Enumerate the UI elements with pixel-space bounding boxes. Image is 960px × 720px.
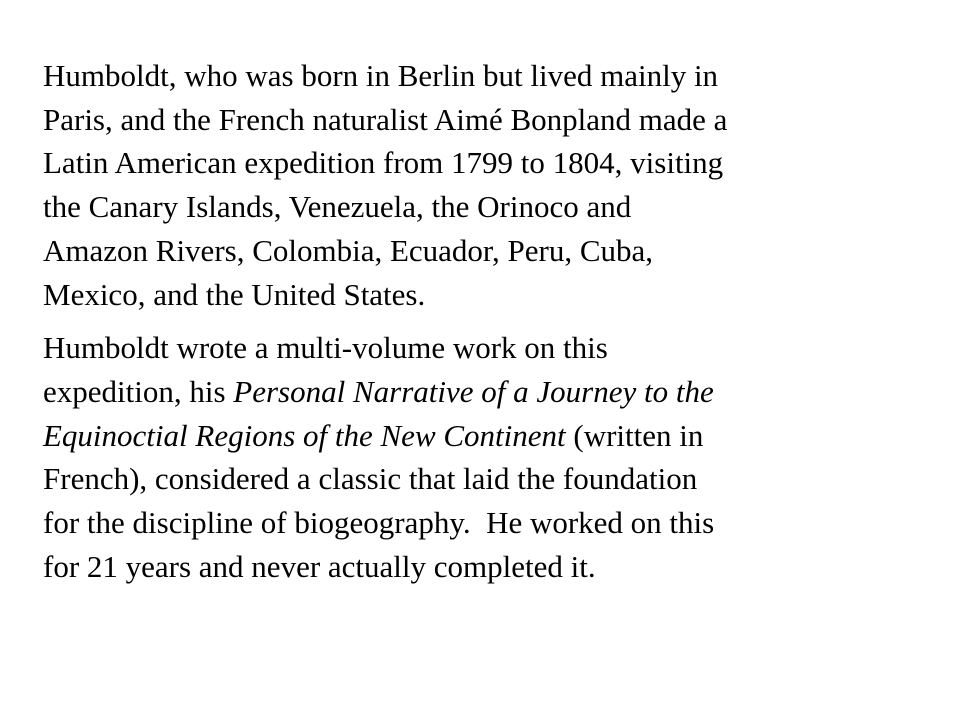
text-line: [43, 141, 923, 185]
text-line: [43, 457, 923, 501]
paragraph-expedition: [43, 54, 923, 316]
text-line: [43, 229, 923, 273]
text-run: Mexico, and the United States.: [43, 276, 426, 312]
text-run: French), considered a classic that laid the foundation: [43, 461, 698, 497]
text-line: [43, 326, 923, 370]
text-line: [43, 273, 923, 317]
text-run: (written in: [565, 417, 704, 453]
text-line: [43, 545, 923, 589]
body-text: [43, 54, 923, 588]
text-run: Latin American expedition from 1799 to 1804, visiting: [43, 145, 724, 181]
text-run: for 21 years and never actually completed it.: [43, 548, 596, 584]
text-line: [43, 501, 923, 545]
paragraph-personal-narrative: [43, 326, 923, 588]
text-run: Humboldt wrote a multi-volume work on this: [43, 330, 608, 366]
text-run: Amazon Rivers, Colombia, Ecuador, Peru, Cuba,: [43, 232, 654, 268]
text-line: [43, 370, 923, 414]
text-run: for the discipline of biogeography. He worked on this: [43, 505, 715, 541]
text-line: [43, 414, 923, 458]
text-line: [43, 185, 923, 229]
text-line: [43, 98, 923, 142]
book-title-italic: Equinoctial Regions of the New Continent: [43, 417, 566, 453]
text-run: Humboldt, who was born in Berlin but lived mainly in: [43, 58, 719, 93]
book-title-italic: Personal Narrative of a Journey to the: [233, 373, 714, 409]
text-run: Paris, and the French naturalist Aimé Bonpland made a: [43, 101, 728, 137]
text-run: expedition, his: [43, 373, 234, 409]
text-run: the Canary Islands, Venezuela, the Orinoco and: [43, 189, 632, 225]
text-line: [43, 54, 923, 98]
